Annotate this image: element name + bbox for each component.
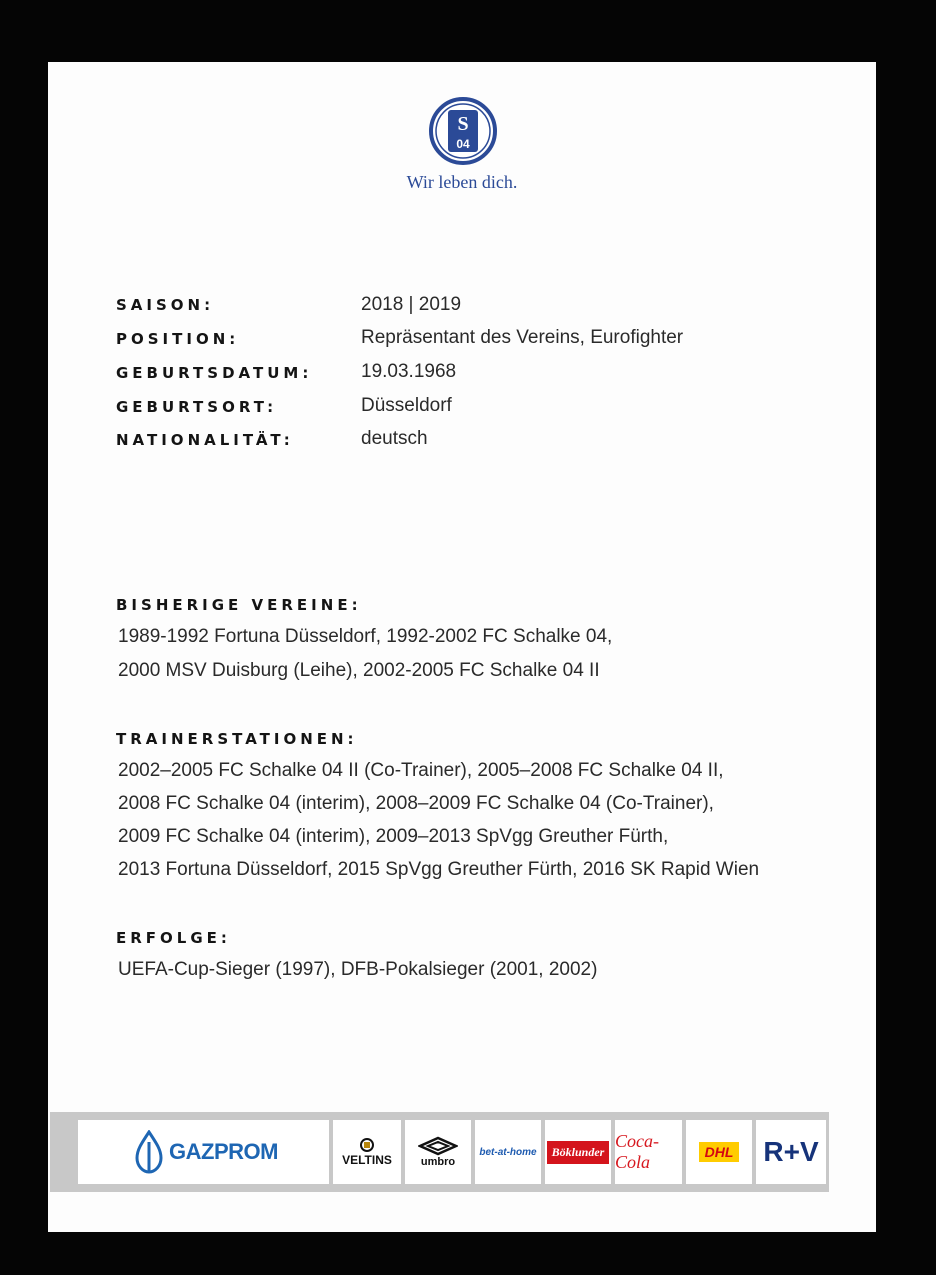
- umbro-wordmark: umbro: [420, 1156, 456, 1168]
- clubs-line: 2000 MSV Duisburg (Leihe), 2002-2005 FC Schalke 04 II: [118, 660, 600, 681]
- cocacola-logo: [615, 1120, 682, 1184]
- label-nationality: NATIONALITÄT:: [116, 431, 294, 449]
- heading-coaching-stations: TRAINERSTATIONEN:: [116, 730, 358, 748]
- svg-text:04: 04: [456, 137, 470, 151]
- cocacola-wordmark: Coca-Cola: [615, 1131, 659, 1172]
- heading-achievements: ERFOLGE:: [116, 929, 231, 947]
- label-position: POSITION:: [116, 330, 240, 348]
- coaching-line: 2008 FC Schalke 04 (interim), 2008–2009 FC Schalke 04 (Co-Trainer),: [118, 793, 714, 814]
- umbro-logo: [405, 1120, 471, 1184]
- boklunder-logo: [545, 1120, 611, 1184]
- value-birthdate: 19.03.1968: [361, 361, 457, 382]
- betathome-logo: [475, 1120, 541, 1184]
- value-position: Repräsentant des Vereins, Eurofighter: [361, 327, 684, 348]
- label-birthplace: GEBURTSORT:: [116, 398, 278, 416]
- label-season: SAISON:: [116, 296, 215, 314]
- veltins-logo: [333, 1120, 401, 1184]
- gazprom-wordmark: GAZPROM: [169, 1139, 278, 1164]
- sponsor-bar: [50, 1112, 829, 1192]
- ruv-logo: [756, 1120, 826, 1184]
- coaching-line: 2009 FC Schalke 04 (interim), 2009–2013 SpVgg Greuther Fürth,: [118, 826, 669, 847]
- achievements-line: UEFA-Cup-Sieger (1997), DFB-Pokalsieger (2001, 2002): [118, 959, 598, 980]
- gazprom-logo: [78, 1120, 329, 1184]
- label-birthdate: GEBURTSDATUM:: [116, 364, 313, 382]
- ruv-wordmark: R+V: [763, 1136, 819, 1167]
- autograph-card-back: [48, 62, 876, 1232]
- schalke-crest-icon: [428, 96, 498, 166]
- umbro-diamond-icon: [418, 1136, 458, 1156]
- dhl-wordmark: DHL: [699, 1142, 740, 1162]
- veltins-wordmark: VELTINS: [342, 1153, 392, 1167]
- gazprom-flame-icon: [129, 1130, 169, 1174]
- coaching-line: 2002–2005 FC Schalke 04 II (Co-Trainer), 2005–2008 FC Schalke 04 II,: [118, 760, 724, 781]
- value-nationality: deutsch: [361, 428, 428, 449]
- dhl-logo: [686, 1120, 752, 1184]
- heading-previous-clubs: BISHERIGE VEREINE:: [116, 596, 362, 614]
- coaching-line: 2013 Fortuna Düsseldorf, 2015 SpVgg Greuther Fürth, 2016 SK Rapid Wien: [118, 859, 760, 880]
- value-season: 2018 | 2019: [361, 294, 462, 315]
- boklunder-wordmark: Böklunder: [547, 1141, 610, 1164]
- betathome-wordmark: bet-at-home: [479, 1146, 537, 1158]
- value-birthplace: Düsseldorf: [361, 395, 452, 416]
- veltins-emblem-icon: [359, 1137, 375, 1153]
- clubs-line: 1989-1992 Fortuna Düsseldorf, 1992-2002 FC Schalke 04,: [118, 626, 613, 647]
- club-tagline: Wir leben dich.: [406, 172, 518, 192]
- svg-text:S: S: [457, 113, 469, 135]
